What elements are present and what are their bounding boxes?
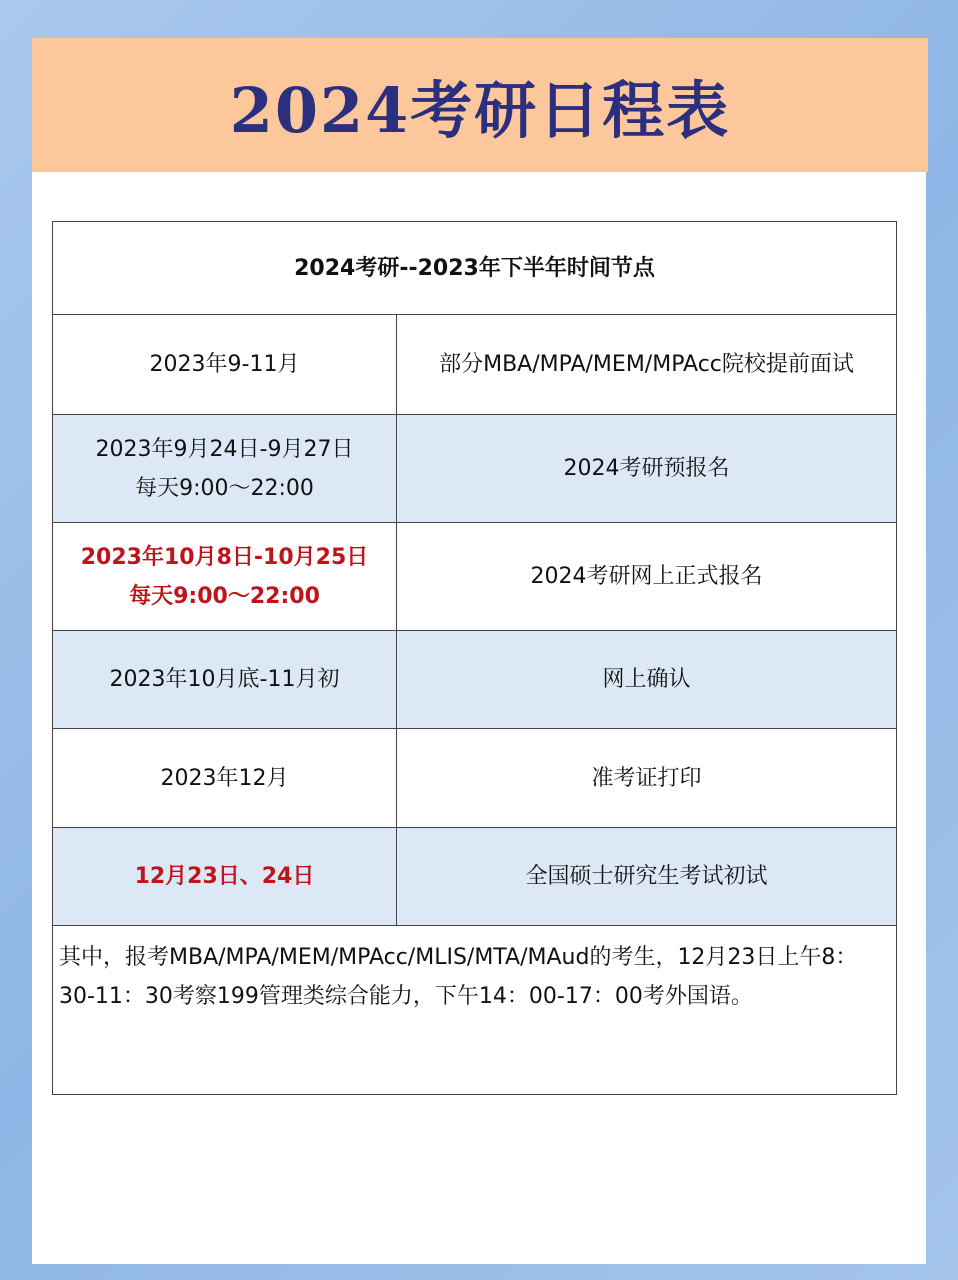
time-text: 每天9:00～22:00 xyxy=(129,583,320,609)
date-cell: 2023年9-11月 xyxy=(53,315,397,415)
schedule-card xyxy=(32,172,926,1264)
title-banner xyxy=(32,38,928,172)
date-cell xyxy=(53,523,397,631)
event-cell: 部分MBA/MPA/MEM/MPAcc院校提前面试 xyxy=(397,315,897,415)
date-cell: 2023年10月底-11月初 xyxy=(53,631,397,729)
table-row xyxy=(53,523,897,631)
table-row xyxy=(53,729,897,828)
page-title: 2024考研日程表 xyxy=(229,73,731,147)
date-text: 2023年9月24日-9月27日 xyxy=(95,436,354,462)
date-cell: 12月23日、24日 xyxy=(53,828,397,926)
table-row xyxy=(53,631,897,729)
schedule-table xyxy=(52,221,897,1095)
date-cell: 2023年12月 xyxy=(53,729,397,828)
table-row xyxy=(53,415,897,523)
event-cell: 准考证打印 xyxy=(397,729,897,828)
table-row xyxy=(53,315,897,415)
event-cell: 2024考研预报名 xyxy=(397,415,897,523)
time-text: 每天9:00～22:00 xyxy=(135,475,314,501)
date-cell xyxy=(53,415,397,523)
date-text: 2023年10月8日-10月25日 xyxy=(80,544,369,570)
table-row xyxy=(53,828,897,926)
table-heading: 2024考研--2023年下半年时间节点 xyxy=(53,222,897,315)
event-cell: 全国硕士研究生考试初试 xyxy=(397,828,897,926)
event-cell: 网上确认 xyxy=(397,631,897,729)
note-cell: 其中，报考MBA/MPA/MEM/MPAcc/MLIS/MTA/MAud的考生，12月23日上午8：30-11：30考察199管理类综合能力，下午14：00-17：00考外国语。 xyxy=(53,926,897,1095)
event-cell: 2024考研网上正式报名 xyxy=(397,523,897,631)
